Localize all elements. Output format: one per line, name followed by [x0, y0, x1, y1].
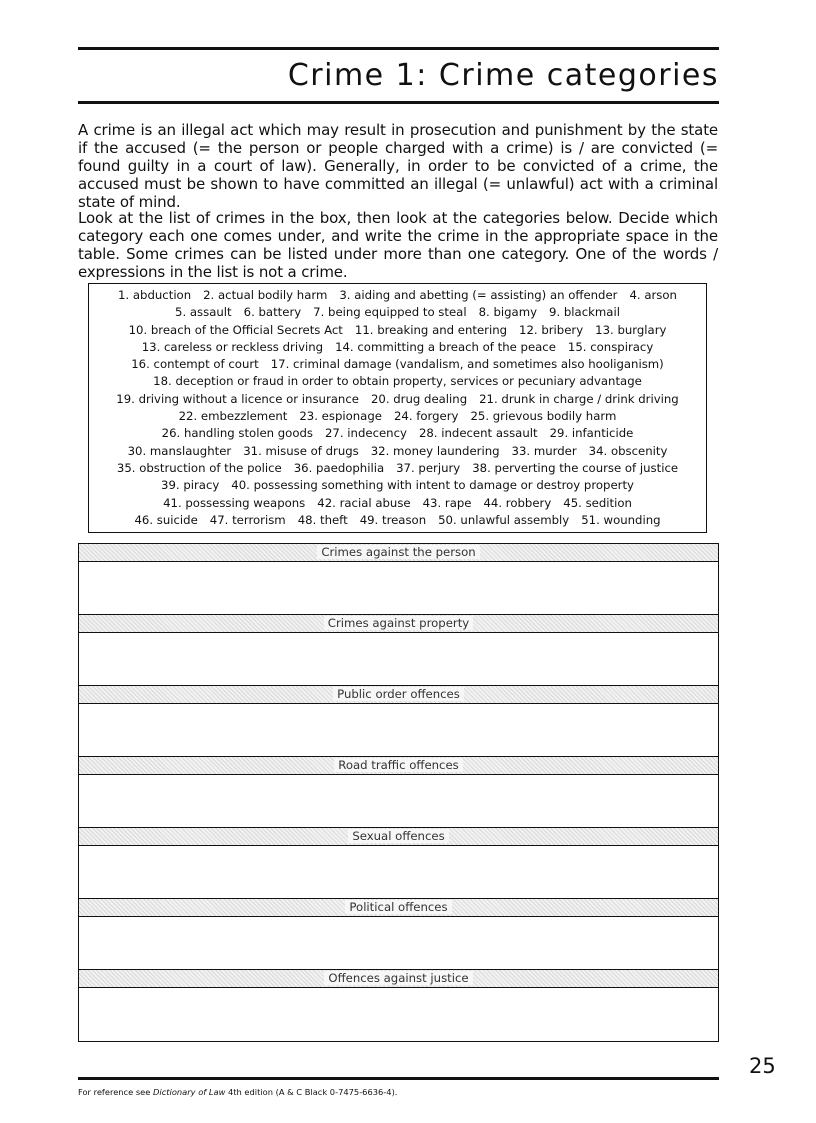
crime-item: 40. possessing something with intent to damage or destroy property — [231, 478, 634, 493]
crime-list-line — [95, 425, 700, 442]
crime-item: 1. abduction — [118, 288, 192, 302]
title-rule — [78, 101, 719, 104]
crime-list-line — [95, 287, 700, 304]
crime-item: 37. perjury — [396, 460, 461, 475]
category-answer-space[interactable] — [79, 988, 718, 1041]
category-answer-space[interactable] — [79, 775, 718, 828]
category-section — [79, 899, 718, 970]
intro-paragraph: A crime is an illegal act which may result in prosecution and punishment by the state if the accused (= the person or people charged with a crime) is / are convicted (= found guilty in a court of law). Generally, in order to be convicted of a crime, the accused must be shown to have committed an illegal (= unlawful) act with a criminal state of mind. — [78, 121, 718, 211]
crime-item: 24. forgery — [393, 409, 459, 424]
crime-list-line — [95, 373, 700, 390]
crime-list-box — [88, 283, 707, 533]
crime-item: 36. paedophilia — [293, 460, 385, 475]
crime-item: 38. perverting the course of justice — [472, 460, 679, 475]
category-header — [79, 970, 718, 988]
crime-item: 23. espionage — [299, 409, 382, 424]
crime-list-line — [95, 477, 700, 494]
crime-item: 2. actual bodily harm — [203, 288, 328, 302]
top-rule — [78, 47, 719, 50]
crime-item: 41. possessing weapons — [163, 495, 306, 510]
category-section — [79, 544, 718, 615]
crime-item: 19. driving without a licence or insurance — [116, 391, 359, 406]
category-section — [79, 615, 718, 686]
crime-item: 8. bigamy — [478, 305, 538, 320]
category-label: Road traffic offences — [334, 758, 463, 772]
category-section — [79, 757, 718, 828]
category-label: Public order offences — [333, 687, 464, 701]
crime-item: 9. blackmail — [549, 305, 620, 320]
bottom-rule — [78, 1077, 719, 1080]
crime-item: 26. handling stolen goods — [161, 426, 313, 441]
category-label: Crimes against the person — [317, 545, 479, 559]
crime-item: 31. misuse of drugs — [243, 443, 359, 458]
category-section — [79, 828, 718, 899]
crime-item: 42. racial abuse — [317, 495, 411, 510]
crime-list-line — [95, 495, 700, 512]
crime-item: 20. drug dealing — [370, 391, 468, 406]
category-label: Political offences — [345, 900, 451, 914]
crime-item: 29. infanticide — [549, 426, 634, 441]
crime-item: 22. embezzlement — [178, 409, 288, 424]
category-section — [79, 686, 718, 757]
crime-list-line — [95, 356, 700, 373]
category-section — [79, 970, 718, 1041]
category-header — [79, 686, 718, 704]
crime-list-line — [95, 339, 700, 356]
crime-item: 17. criminal damage (vandalism, and sometimes also hooliganism) — [270, 357, 664, 372]
page-number: 25 — [749, 1054, 776, 1078]
crime-item: 25. grievous bodily harm — [470, 409, 617, 424]
category-header — [79, 615, 718, 633]
crime-item: 43. rape — [422, 495, 472, 510]
footer-prefix: For reference see — [78, 1087, 154, 1097]
crime-item: 39. piracy — [161, 478, 220, 493]
crime-item: 18. deception or fraud in order to obtain property, services or pecuniary advantage — [153, 374, 642, 389]
crime-item: 47. terrorism — [209, 512, 286, 527]
crime-list-line — [95, 512, 700, 529]
instructions-paragraph: Look at the list of crimes in the box, then look at the categories below. Decide which category each one comes under, and write the crime in the appropriate space in the table. Some crimes can be listed under more than one category. One of the words / expressions in the list is not a crime. — [78, 209, 718, 281]
crime-item: 49. treason — [359, 512, 427, 527]
category-header — [79, 899, 718, 917]
crime-item: 27. indecency — [325, 426, 407, 441]
crime-item: 12. bribery — [519, 322, 584, 337]
crime-item: 30. manslaughter — [127, 443, 232, 458]
footer-suffix: 4th edition (A & C Black 0-7475-6636-4). — [225, 1087, 398, 1097]
footer-reference — [78, 1086, 397, 1098]
crime-item: 5. assault — [175, 305, 232, 320]
crime-item: 32. money laundering — [370, 443, 500, 458]
category-answer-space[interactable] — [79, 633, 718, 686]
crime-item: 16. contempt of court — [131, 357, 259, 372]
crime-item: 50. unlawful assembly — [438, 512, 570, 527]
crime-item: 10. breach of the Official Secrets Act — [128, 322, 343, 337]
category-label: Sexual offences — [348, 829, 448, 843]
category-answer-space[interactable] — [79, 846, 718, 899]
crime-item: 35. obstruction of the police — [116, 460, 282, 475]
crime-item: 45. sedition — [563, 495, 632, 510]
crime-item: 21. drunk in charge / drink driving — [479, 391, 679, 406]
category-table — [78, 543, 719, 1042]
crime-item: 28. indecent assault — [418, 426, 538, 441]
category-label: Crimes against property — [324, 616, 473, 630]
crime-item: 13. careless or reckless driving — [141, 339, 324, 354]
category-answer-space[interactable] — [79, 917, 718, 970]
crime-list-line — [95, 443, 700, 460]
crime-item: 51. wounding — [581, 512, 661, 527]
crime-item: 33. murder — [511, 443, 577, 458]
crime-item: 46. suicide — [134, 512, 198, 527]
category-answer-space[interactable] — [79, 704, 718, 757]
crime-item: 6. battery — [243, 305, 302, 320]
crime-item: 48. theft — [297, 512, 348, 527]
crime-list-line — [95, 408, 700, 425]
category-header — [79, 828, 718, 846]
crime-item: 44. robbery — [483, 495, 552, 510]
category-header — [79, 544, 718, 562]
crime-list-line — [95, 460, 700, 477]
crime-item: 34. obscenity — [588, 443, 668, 458]
category-answer-space[interactable] — [79, 562, 718, 615]
crime-item: 4. arson — [629, 288, 677, 302]
crime-item: 11. breaking and entering — [354, 322, 508, 337]
page-title: Crime 1: Crime categories — [287, 58, 719, 93]
category-label: Offences against justice — [324, 971, 472, 985]
crime-item: 13. burglary — [595, 322, 667, 337]
crime-item: 15. conspiracy — [567, 339, 654, 354]
crime-list-line — [95, 304, 700, 321]
crime-list-line — [95, 322, 700, 339]
crime-item: 3. aiding and abetting (= assisting) an offender — [339, 288, 618, 302]
footer-book-title: Dictionary of Law — [153, 1087, 226, 1097]
crime-item: 14. committing a breach of the peace — [335, 339, 556, 354]
crime-list-line — [95, 391, 700, 408]
crime-item: 7. being equipped to steal — [313, 305, 467, 320]
category-header — [79, 757, 718, 775]
